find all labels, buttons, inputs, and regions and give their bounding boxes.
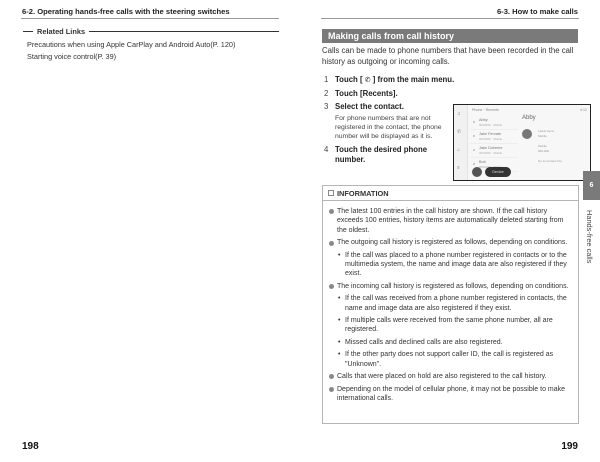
info-sub-bullet xyxy=(338,294,574,313)
bullet-icon xyxy=(329,241,334,246)
phone-icon: ✆ xyxy=(364,77,371,84)
divider xyxy=(89,31,279,32)
sub-bullet-text: Missed calls and declined calls are also registered. xyxy=(345,338,503,346)
sub-bullet-text: If multiple calls were received from the same phone number, all are registered. xyxy=(345,317,553,334)
contact-info: Latest items Mobile Mobile 000-000 Go to contact info xyxy=(538,129,562,163)
info-sub-bullet xyxy=(338,350,574,369)
bullet-text: The outgoing call history is registered as follows, depending on conditions. xyxy=(337,239,568,247)
screen-sidebar xyxy=(454,105,468,180)
related-link-voice-control[interactable]: Starting voice control(P. 39) xyxy=(27,52,117,61)
car-icon: ⌂ xyxy=(457,147,461,153)
step-text: Select the contact. xyxy=(335,102,404,111)
information-box xyxy=(322,185,579,424)
music-icon: ♫ xyxy=(457,111,461,117)
contact-name: Abby xyxy=(522,115,536,121)
related-links-label: Related Links xyxy=(37,27,86,36)
step-number: 1 xyxy=(324,75,329,84)
running-head: 6-2. Operating hands-free calls with the steering switches xyxy=(22,7,230,16)
bullet-text: The latest 100 entries in the call history are shown. If the call history exceeds 100 entries, history items are automatically deleted starting from the oldest. xyxy=(337,208,564,234)
sub-bullet-icon: • xyxy=(338,251,341,259)
step-1 xyxy=(324,75,584,86)
running-head: 6-3. How to make calls xyxy=(496,7,578,16)
related-links xyxy=(23,27,279,63)
related-links-title xyxy=(23,27,279,36)
head-rule xyxy=(321,18,579,19)
sub-bullet-text: If the call was received from a phone number registered in contacts, the name and image data are also registered if they exist. xyxy=(345,295,567,312)
info-bullet xyxy=(329,372,574,381)
sub-bullet-icon: • xyxy=(338,351,341,359)
step-text: Touch [ ✆ ] from the main menu. xyxy=(335,75,455,84)
recents-item: Bob 00/00/00 xyxy=(470,158,518,172)
info-bullet xyxy=(329,282,574,291)
info-sub-bullet xyxy=(338,338,574,347)
sub-bullet-text: If the other party does not support caller ID, the call is registered as "Unknown". xyxy=(345,351,554,368)
bullet-icon xyxy=(329,374,334,379)
step-text: Touch [Recents]. xyxy=(335,89,398,98)
step-note: For phone numbers that are not registered in the contact, the phone number will be displayed as it is. xyxy=(335,115,442,140)
info-sub-bullet xyxy=(338,251,574,279)
page-number: 199 xyxy=(561,441,578,452)
screen-title: Phone · Recents xyxy=(472,108,499,112)
bullet-text: Calls that were placed on hold are also registered to the call history. xyxy=(337,373,547,381)
recents-list xyxy=(470,116,518,172)
recents-item: Jake Doheme 00/00/00 · Mobile xyxy=(470,144,518,158)
section-title: Making calls from call history xyxy=(322,29,578,43)
page-number: 198 xyxy=(22,441,39,452)
sub-bullet-text: If the call was placed to a phone number registered in contacts or to the multimedia system, the name and image data are also registered if they exist. xyxy=(345,251,567,278)
step-number: 2 xyxy=(324,89,329,98)
information-header xyxy=(323,186,578,201)
device-button: Device xyxy=(485,167,511,177)
step-number: 4 xyxy=(324,145,329,155)
step-2 xyxy=(324,89,584,99)
recents-item: Jake Fenrate 00/00/00 · Mobile xyxy=(470,130,518,144)
bullet-text: The incoming call history is registered as follows, depending on conditions. xyxy=(337,282,569,290)
information-title: INFORMATION xyxy=(337,188,389,198)
avatar xyxy=(522,129,532,139)
step-4 xyxy=(324,145,454,165)
info-box-icon xyxy=(328,190,334,196)
chapter-label: Hands-free calls xyxy=(585,210,594,264)
bullet-icon xyxy=(329,387,334,392)
phone-icon: ✆ xyxy=(457,129,462,135)
step-number: 3 xyxy=(324,102,329,111)
information-body xyxy=(323,201,578,403)
info-bullet xyxy=(329,207,574,235)
divider xyxy=(23,31,33,32)
sub-bullet-icon: • xyxy=(338,338,341,346)
sub-bullet-icon: • xyxy=(338,317,341,325)
sub-bullet-icon: • xyxy=(338,295,341,303)
intro-paragraph: Calls can be made to phone numbers that have been recorded in the call history as outgoing or incoming calls. xyxy=(322,46,574,66)
keypad-icon xyxy=(472,167,482,177)
bullet-icon xyxy=(329,284,334,289)
info-sub-bullet xyxy=(338,316,574,335)
recents-item: Abby 00/00/00 · Mobile xyxy=(470,116,518,130)
contact-detail xyxy=(522,115,588,163)
menu-icon: ≡ xyxy=(457,165,460,171)
phone-screen-illustration xyxy=(453,104,591,181)
chapter-tab[interactable]: 6 xyxy=(583,171,600,200)
info-bullet xyxy=(329,238,574,247)
right-page xyxy=(300,0,600,462)
related-link-carplay[interactable]: Precautions when using Apple CarPlay and Android Auto(P. 120) xyxy=(27,40,236,49)
step-text: Touch the desired phone number. xyxy=(335,145,428,165)
info-bullet xyxy=(329,385,574,404)
bullet-text: Depending on the model of cellular phone, it may not be possible to make international calls. xyxy=(337,385,566,402)
screen-clock: 4:12 xyxy=(580,108,587,112)
head-rule xyxy=(21,18,279,19)
bullet-icon xyxy=(329,209,334,214)
